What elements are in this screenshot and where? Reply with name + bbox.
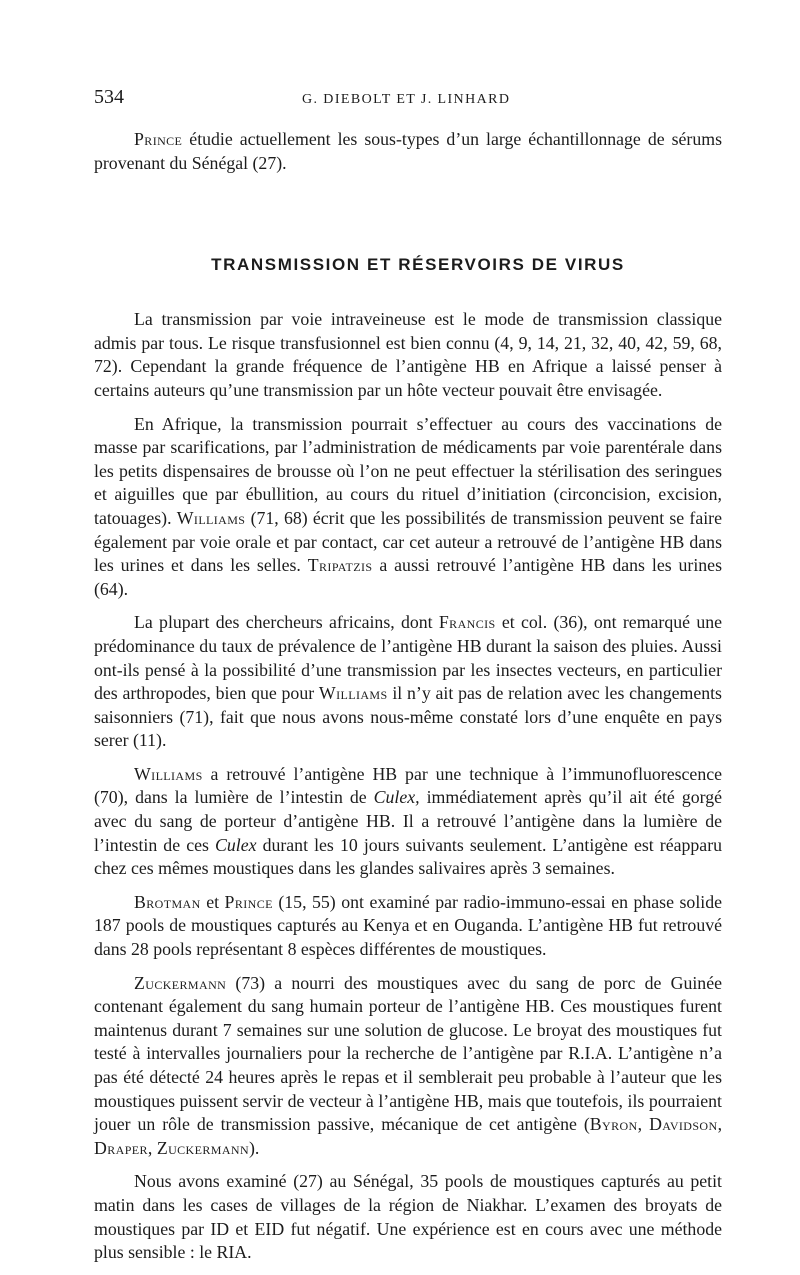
author-name: Draper [94, 1137, 148, 1158]
section-body [94, 308, 722, 1265]
paragraph-text: étudie actuellement les sous-types d’un large échantillonnage de sérums provenant du Sénégal (27). [94, 129, 722, 173]
author-name: Tripatzis [307, 555, 373, 576]
running-head: G. DIEBOLT ET J. LINHARD [302, 92, 511, 107]
paragraph-3 [94, 611, 722, 753]
author-name: Byron [589, 1114, 638, 1135]
author-name: Francis [438, 612, 496, 633]
author-name: Prince [134, 129, 183, 149]
author-name: Zuckermann [156, 1137, 250, 1158]
genus-name: Culex [215, 834, 257, 855]
author-name: Brotman [134, 891, 201, 912]
paragraph-1: La transmission par voie intraveineuse est le mode de transmission classique admis par tous. Le risque transfusionnel est bien connu (4, 9, 14, 21, 32, 40, 42, 59, 68, 72). Cependant la grande fréquence de l’antigène HB en Afrique a laissé penser à certains auteurs qu’une transmission par un hôte vecteur pouvait être envisagée. [94, 309, 722, 400]
paragraph-4 [94, 763, 722, 881]
separator: , [717, 1114, 723, 1135]
author-name: Prince [224, 891, 273, 912]
author-name: Williams [318, 683, 388, 704]
genus-name: Culex, [373, 787, 420, 808]
paragraph-text: il n’y ait pas de relation avec les changements saisonniers (71), fait que nous avons nous-même constaté lors d’une enquête en pays serer (11). [94, 683, 722, 751]
author-name: Davidson [649, 1114, 718, 1135]
page-header [94, 86, 722, 114]
paragraph-text: ). [249, 1137, 260, 1158]
paragraph-text: La plupart des chercheurs africains, dont [134, 612, 439, 633]
paragraph-text: (73) a nourri des moustiques avec du sang de porc de Guinée contenant également du sang humain porteur de l’antigène HB. Ces moustiques furent maintenus durant 7 semaines sur une solution de glucose. Le broyat des moustiques fut testé à intervalles journaliers pour la recherche de l’antigène par R.I.A. L’antigène n’a pas été détecté 24 heures après le repas et il semblerait peu probable à l’auteur que les moustiques puissent servir de vecteur à l’antigène HB, mais que toutefois, ils pourraient jouer un rôle de transmission passive, mécanique de cet antigène ( [94, 972, 722, 1135]
page [94, 86, 722, 1275]
paragraph-text: durant les 10 jours suivants seulement. L’antigène est réapparu chez ces mêmes moustiques dans les glandes salivaires après 3 semaines. [94, 834, 723, 879]
separator: , [147, 1137, 157, 1158]
paragraph-6 [94, 972, 722, 1161]
paragraph-text: (71, 68) écrit que les possibilités de transmission peuvent se faire également par voie orale et par contact, car cet auteur a retrouvé de l’antigène HB dans les urines et dans les selles. [94, 507, 722, 576]
section-title: TRANSMISSION ET RÉSERVOIRS DE VIRUS [211, 255, 625, 275]
paragraph-text: En Afrique, la transmission pourrait s’effectuer au cours des vaccinations de masse par scarifications, par l’administration de médicaments par voie parentérale dans les petits dispensaires de brousse où l’on ne peut effectuer la stérilisation des seringues et aiguilles que par ébullition, au cours du rituel d’initiation (circoncision, excision, tatouages). [94, 413, 722, 528]
paragraph-text: a retrouvé l’antigène HB par une technique à l’immunofluorescence (70), dans la lumière de l’intestin de [94, 763, 722, 808]
intro-paragraph [94, 128, 722, 175]
author-name: Zuckermann [134, 972, 227, 993]
paragraph-5 [94, 891, 722, 962]
paragraph-2 [94, 413, 722, 602]
author-name: Williams [176, 507, 246, 528]
separator: , [637, 1114, 650, 1135]
paragraph-text: immédiatement après qu’il ait été gorgé avec du sang de porteur d’antigène HB. Il a retrouvé l’antigène dans la lumière de l’intestin de ces [94, 787, 722, 855]
page-number: 534 [94, 86, 124, 108]
paragraph-text: a aussi retrouvé l’antigène HB dans les urines (64). [94, 555, 722, 599]
paragraph-text: et [200, 891, 225, 912]
author-name: Williams [134, 763, 203, 784]
paragraph-text: (15, 55) ont examiné par radio-immuno-essai en phase solide 187 pools de moustiques capturés au Kenya et en Ouganda. L’antigène HB fut retrouvé dans 28 pools représentant 8 espèces différentes de moustiques. [94, 891, 722, 960]
paragraph-text: et col. (36), ont remarqué une prédominance du taux de prévalence de l’antigène HB durant la saison des pluies. Aussi ont-ils pensé à la possibilité d’une transmission par les insectes vecteurs, en particulier des arthropodes, bien que pour [94, 612, 722, 704]
paragraph-7: Nous avons examiné (27) au Sénégal, 35 pools de moustiques capturés au petit matin dans les cases de villages de la région de Niakhar. L’examen des broyats de moustiques par ID et EID fut négatif. Une expérience est en cours avec une méthode plus sensible : le RIA. [94, 1171, 722, 1263]
